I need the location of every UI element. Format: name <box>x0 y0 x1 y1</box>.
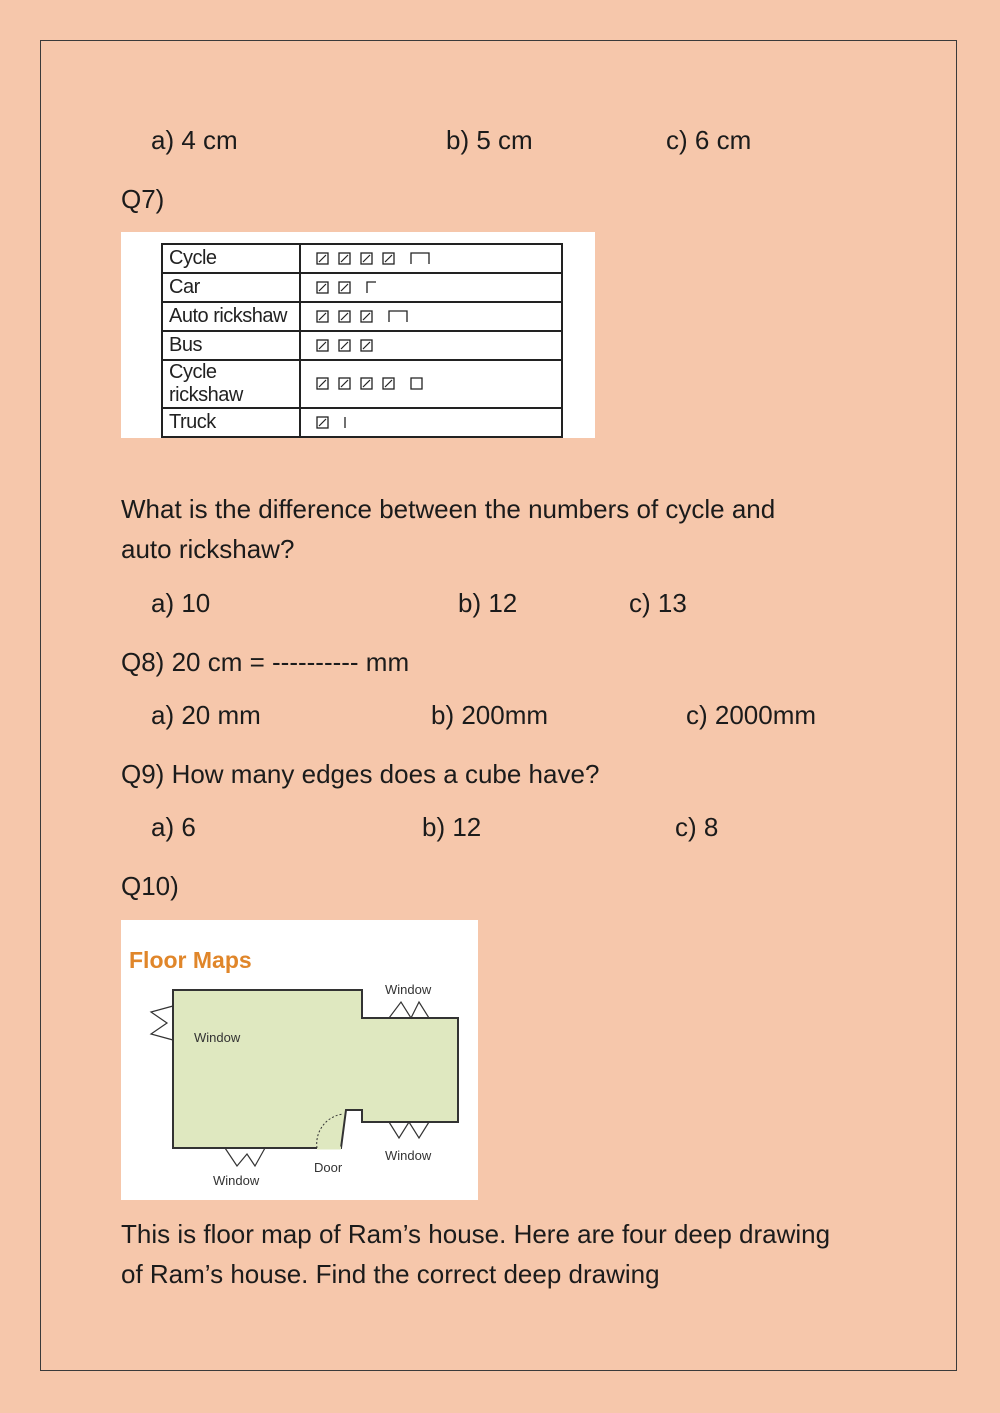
q6-option-c[interactable]: c) 6 cm <box>666 125 752 155</box>
tally-group-of-five <box>361 253 372 264</box>
label-window-top: Window <box>385 982 432 997</box>
tally-group-of-five <box>361 378 372 389</box>
label-window-bottom: Window <box>213 1173 260 1188</box>
q8-option-b[interactable]: b) 200mm <box>431 700 549 730</box>
tally-group-of-five <box>317 378 328 389</box>
window-bottom-symbol <box>225 1148 265 1166</box>
tally-partial-group <box>411 253 429 264</box>
tally-group-of-five <box>339 253 350 264</box>
tally-row <box>162 360 562 408</box>
tally-row <box>162 273 562 302</box>
window-right-symbol <box>389 1122 429 1138</box>
label-window-right: Window <box>385 1148 432 1163</box>
tally-row <box>162 244 562 273</box>
tally-group-of-five <box>317 311 328 322</box>
tally-table <box>161 243 563 438</box>
window-top-symbol <box>389 1002 429 1018</box>
tally-group-of-five <box>361 311 372 322</box>
tally-marks-drawing <box>315 249 555 269</box>
tally-partial-group <box>389 311 407 322</box>
q8-option-c[interactable]: c) 2000mm <box>686 700 817 730</box>
tally-group-of-five <box>339 378 350 389</box>
floor-map-image <box>121 920 478 1200</box>
tally-vehicle-label: Bus <box>162 331 300 360</box>
tally-marks-drawing <box>315 278 555 298</box>
tally-marks <box>300 273 562 302</box>
tally-group-of-five <box>317 340 328 351</box>
q10-text-line2: of Ram’s house. Find the correct deep drawing <box>121 1259 660 1289</box>
tally-partial-group <box>367 282 376 293</box>
tally-group-of-five <box>339 282 350 293</box>
tally-group-of-five <box>317 253 328 264</box>
q7-option-b[interactable]: b) 12 <box>458 588 518 618</box>
tally-group-of-five <box>383 378 394 389</box>
tally-marks <box>300 331 562 360</box>
tally-marks-drawing <box>315 336 555 356</box>
tally-marks-drawing <box>315 374 555 394</box>
q9-question: Q9) How many edges does a cube have? <box>121 759 600 789</box>
tally-group-of-five <box>339 340 350 351</box>
q7-question <box>121 489 881 569</box>
window-left-symbol <box>151 1006 173 1040</box>
tally-vehicle-label: Cycle rickshaw <box>162 360 300 408</box>
tally-marks <box>300 244 562 273</box>
tally-row <box>162 408 562 437</box>
tally-marks <box>300 408 562 437</box>
q6-option-b[interactable]: b) 5 cm <box>446 125 533 155</box>
q8-option-a[interactable]: a) 20 mm <box>151 700 261 730</box>
q7-option-c[interactable]: c) 13 <box>629 588 687 618</box>
floor-area <box>173 990 458 1148</box>
tally-partial-group <box>411 378 422 389</box>
tally-vehicle-label: Truck <box>162 408 300 437</box>
q10-text-line1: This is floor map of Ram’s house. Here are four deep drawing <box>121 1219 831 1249</box>
tally-group-of-five <box>317 417 328 428</box>
q10-text <box>121 1214 921 1294</box>
floor-map-drawing <box>121 920 478 1200</box>
floor-map-title: Floor Maps <box>129 947 252 973</box>
q7-question-line1: What is the difference between the numbers of cycle and <box>121 494 776 524</box>
tally-marks <box>300 302 562 331</box>
q9-option-c[interactable]: c) 8 <box>675 812 719 842</box>
tally-group-of-five <box>361 340 372 351</box>
tally-group-of-five <box>339 311 350 322</box>
q7-option-a[interactable]: a) 10 <box>151 588 211 618</box>
tally-vehicle-label: Car <box>162 273 300 302</box>
tally-marks-drawing <box>315 307 555 327</box>
q7-question-line2: auto rickshaw? <box>121 534 295 564</box>
tally-row <box>162 331 562 360</box>
tally-vehicle-label: Cycle <box>162 244 300 273</box>
tally-marks <box>300 360 562 408</box>
label-door: Door <box>314 1160 343 1175</box>
tally-group-of-five <box>317 282 328 293</box>
tally-row <box>162 302 562 331</box>
q8-question: Q8) 20 cm = ---------- mm <box>121 647 410 677</box>
tally-marks-drawing <box>315 413 555 433</box>
q6-option-a[interactable]: a) 4 cm <box>151 125 238 155</box>
q10-label: Q10) <box>121 871 179 901</box>
tally-group-of-five <box>383 253 394 264</box>
q7-label: Q7) <box>121 184 165 214</box>
tally-vehicle-label: Auto rickshaw <box>162 302 300 331</box>
tally-table-image <box>121 232 595 438</box>
label-window-left: Window <box>194 1030 241 1045</box>
q9-option-b[interactable]: b) 12 <box>422 812 482 842</box>
q9-option-a[interactable]: a) 6 <box>151 812 196 842</box>
